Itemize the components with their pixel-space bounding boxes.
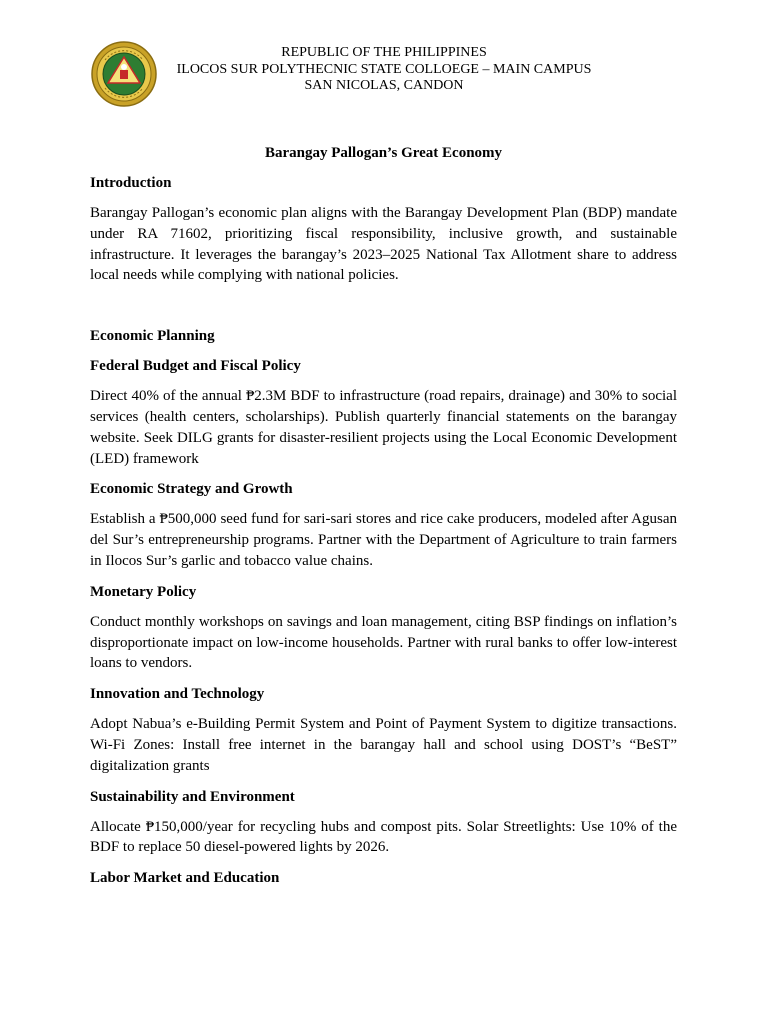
section-heading-economic-planning: Economic Planning — [90, 328, 215, 345]
section-text-sustainability: Allocate ₱150,000/year for recycling hubs and compost pits. Solar Streetlights: Use 10% of the BDF to replace 50 diesel-powered lights by 2026. — [90, 818, 677, 856]
section-text-innovation: Adopt Nabua’s e-Building Permit System and Point of Payment System to digitize transactions. Wi-Fi Zones: Install free internet in the barangay hall and school using DOST’s “BeST” digitalization grants — [90, 716, 677, 774]
document-header — [160, 45, 608, 95]
header-line-country: REPUBLIC OF THE PHILIPPINES — [281, 45, 487, 60]
section-heading-introduction: Introduction — [90, 175, 172, 191]
document-body — [90, 143, 677, 898]
section-text-introduction: Barangay Pallogan’s economic plan aligns with the Barangay Development Plan (BDP) mandate under RA 71602, prioritizing fiscal responsibility, inclusive growth, and sustainable infrastructure. It leverages the barangay’s 2023–2025 National Tax Allotment share to address local needs while complying with national policies. — [90, 205, 677, 284]
section-text-economic-strategy: Establish a ₱500,000 seed fund for sari-sari stores and rice cake producers, modeled after Agusan del Sur’s entrepreneurship programs. Partner with the Department of Agriculture to train farmers in Ilocos Sur’s garlic and tobacco value chains. — [90, 511, 677, 569]
section-heading-economic-strategy: Economic Strategy and Growth — [90, 481, 293, 498]
section-heading-sustainability: Sustainability and Environment — [90, 788, 295, 805]
section-heading-innovation: Innovation and Technology — [90, 686, 265, 703]
document-title: Barangay Pallogan’s Great Economy — [264, 145, 503, 161]
section-text-monetary-policy: Conduct monthly workshops on savings and loan management, citing BSP findings on inflation’s disproportionate impact on low-income households. Partner with rural banks to offer low-interest loans to vendors. — [90, 613, 677, 672]
section-text-fiscal-policy: Direct 40% of the annual ₱2.3M BDF to infrastructure (road repairs, drainage) and 30% to social services (health centers, scholarships). Publish quarterly financial statements on the barangay website. Seek DILG grants for disaster-resilient projects using the Local Economic Development (LED) framework — [90, 388, 677, 467]
spacer — [90, 296, 677, 326]
college-seal-logo — [91, 40, 157, 108]
section-heading-monetary-policy: Monetary Policy — [90, 583, 197, 600]
section-heading-labor-market: Labor Market and Education — [90, 870, 280, 887]
section-heading-fiscal-policy: Federal Budget and Fiscal Policy — [90, 358, 301, 375]
college-seal-icon — [91, 40, 157, 108]
header-line-institution: ILOCOS SUR POLYTHECNIC STATE COLLOEGE – MAIN CAMPUS — [176, 61, 592, 77]
header-line-location: SAN NICOLAS, CANDON — [304, 78, 464, 93]
